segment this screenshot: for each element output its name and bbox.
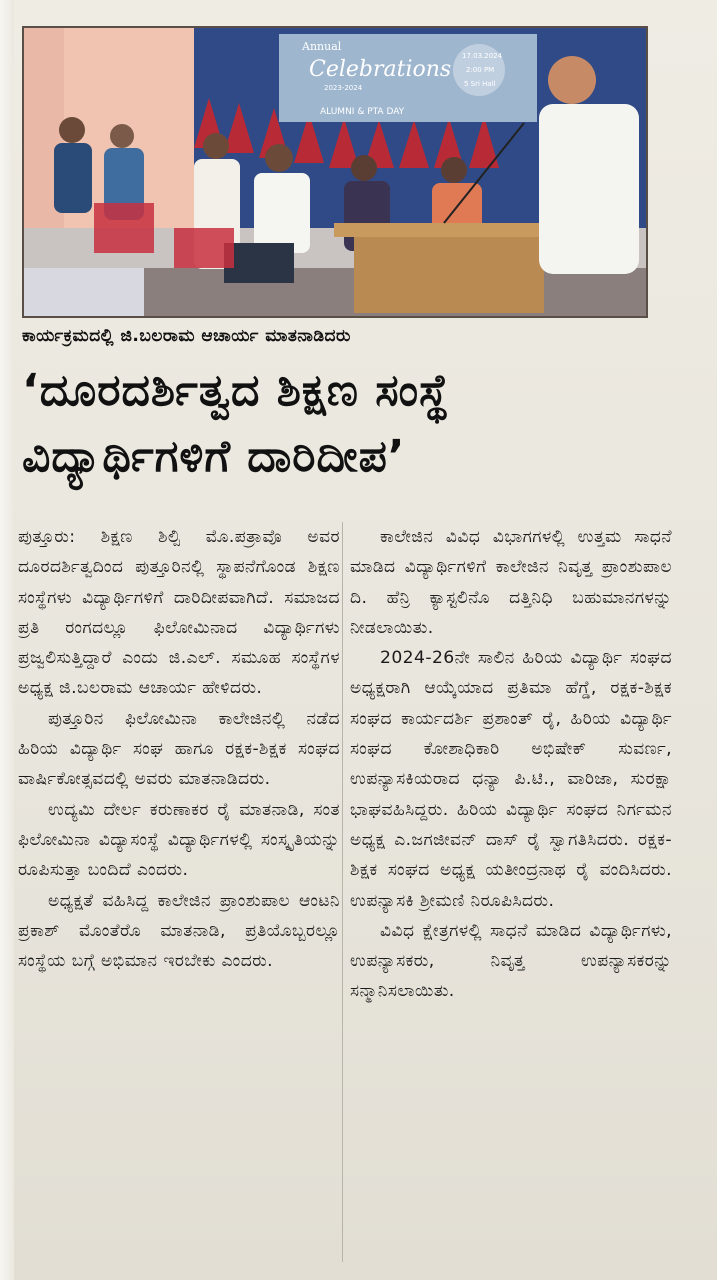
event-photo [22,26,648,318]
banner-text-annual: Annual [302,40,342,53]
photo-caption: ಕಾರ್ಯಕ್ರಮದಲ್ಲಿ ಜಿ.ಬಲರಾಮ ಆಚಾರ್ಯ ಮಾತನಾಡಿದರು [22,326,351,346]
column-divider [342,522,343,1262]
banner-date: 17.03.2024 [462,52,503,60]
article-column-right [350,522,672,1007]
banner-text-alumni: ALUMNI & PTA DAY [320,107,405,117]
paragraph: ಪುತ್ತೂರಿನ ಫಿಲೋಮಿನಾ ಕಾಲೇಜಿನಲ್ಲಿ ನಡೆದ ಹಿರಿಯ ವಿದ್ಯಾರ್ಥಿ ಸಂಘ ಹಾಗೂ ರಕ್ಷಕ-ಶಿಕ್ಷಕ ಸಂಘದ ವಾರ್ಷಿಕೋತ್ಸವದಲ್ಲಿ ಅವರು ಮಾತನಾಡಿದರು. [18,708,340,790]
paragraph: ಪುತ್ತೂರು: ಶಿಕ್ಷಣ ಶಿಲ್ಪಿ ಮೊ.ಪತ್ರಾವೊ ಅವರ ದೂರದರ್ಶಿತ್ವದಿಂದ ಪುತ್ತೂರಿನಲ್ಲಿ ಸ್ಥಾಪನೆಗೊಂಡ ಶಿಕ್ಷಣ ಸಂಸ್ಥೆಗಳು ವಿದ್ಯಾರ್ಥಿಗಳಿಗೆ ದಾರಿದೀಪವಾಗಿದೆ. ಸಮಾಜದ ಪ್ರತಿ ರಂಗದಲ್ಲೂ ಫಿಲೋಮಿನಾದ ವಿದ್ಯಾರ್ಥಿಗಳು ಪ್ರಜ್ವಲಿಸುತ್ತಿದ್ದಾರೆ ಎಂದು ಜಿ.ಎಲ್. ಸಮೂಹ ಸಂಸ್ಥೆಗಳ ಅಧ್ಯಕ್ಷ ಜಿ.ಬಲರಾಮ ಆಚಾರ್ಯ ಹೇಳಿದರು. [18,527,340,699]
stage-photo-illustration [24,28,646,316]
headline-line-1: ‘ದೂರದರ್ಶಿತ್ವದ ಶಿಕ್ಷಣ ಸಂಸ್ಥೆ [22,365,450,416]
paragraph: ಅಧ್ಯಕ್ಷತೆ ವಹಿಸಿದ್ದ ಕಾಲೇಜಿನ ಪ್ರಾಂಶುಪಾಲ ಆಂಟನಿ ಪ್ರಕಾಶ್ ಮೊಂತೆರೊ ಮಾತನಾಡಿ, ಪ್ರತಿಯೊಬ್ಬರಲ್ಲೂ ಸಂಸ್ಥೆಯ ಬಗ್ಗೆ ಅಭಿಮಾನ ಇರಬೇಕು ಎಂದರು. [18,890,340,972]
paragraph: ಉದ್ಯಮಿ ದೇರ್ಲ ಕರುಣಾಕರ ರೈ ಮಾತನಾಡಿ, ಸಂತ ಫಿಲೋಮಿನಾ ವಿದ್ಯಾಸಂಸ್ಥೆ ವಿದ್ಯಾರ್ಥಿಗಳಲ್ಲಿ ಸಂಸ್ಕೃತಿಯನ್ನು ರೂಪಿಸುತ್ತಾ ಬಂದಿದೆ ಎಂದರು. [18,799,340,881]
speaker [548,56,596,104]
article-headline [22,358,682,490]
banner-text-year: 2023-2024 [324,84,363,92]
headline-line-2: ವಿದ್ಯಾರ್ಥಿಗಳಿಗೆ ದಾರಿದೀಪ’ [22,431,406,482]
podium [354,233,544,313]
banner-text-celebrations: Celebrations [309,57,452,82]
article-column-left [18,522,340,976]
banner-venue: 5 Sri Hall [464,80,496,88]
paragraph: 2024-26ನೇ ಸಾಲಿನ ಹಿರಿಯ ವಿದ್ಯಾರ್ಥಿ ಸಂಘದ ಅಧ್ಯಕ್ಷರಾಗಿ ಆಯ್ಕೆಯಾದ ಪ್ರತಿಮಾ ಹೆಗ್ಡೆ, ರಕ್ಷಕ-ಶಿಕ್ಷಕ ಸಂಘದ ಕಾರ್ಯದರ್ಶಿ ಪ್ರಶಾಂತ್ ರೈ, ಹಿರಿಯ ವಿದ್ಯಾರ್ಥಿ ಸಂಘದ ಕೋಶಾಧಿಕಾರಿ ಅಭಿಷೇಕ್ ಸುವರ್ಣ, ಉಪನ್ಯಾಸಕಿಯರಾದ ಧನ್ಯಾ ಪಿ.ಟಿ., ವಾರಿಜಾ, ಸುರಕ್ಷಾ ಭಾಘವಹಿಸಿದ್ದರು. ಹಿರಿಯ ವಿದ್ಯಾರ್ಥಿ ಸಂಘದ ನಿರ್ಗಮನ ಅಧ್ಯಕ್ಷ ಎ.ಜಗಜೀವನ್ ದಾಸ್ ರೈ ಸ್ವಾಗತಿಸಿದರು. ರಕ್ಷಕ-ಶಿಕ್ಷಕ ಸಂಘದ ಅಧ್ಯಕ್ಷ ಯತೀಂದ್ರನಾಥ ರೈ ವಂದಿಸಿದರು. ಉಪನ್ಯಾಸಕಿ ಶ್ರೀಮಣಿ ನಿರೂಪಿಸಿದರು. [350,648,672,911]
paragraph: ವಿವಿಧ ಕ್ಷೇತ್ರಗಳಲ್ಲಿ ಸಾಧನೆ ಮಾಡಿದ ವಿದ್ಯಾರ್ಥಿಗಳು, ಉಪನ್ಯಾಸಕರು, ನಿವೃತ್ತ ಉಪನ್ಯಾಸಕರನ್ನು ಸನ್ಮಾನಿಸಲಾಯಿತು. [350,920,672,1002]
paragraph: ಕಾಲೇಜಿನ ವಿವಿಧ ವಿಭಾಗಗಳಲ್ಲಿ ಉತ್ತಮ ಸಾಧನೆ ಮಾಡಿದ ವಿದ್ಯಾರ್ಥಿಗಳಿಗೆ ಕಾಲೇಜಿನ ನಿವೃತ್ತ ಪ್ರಾಂಶುಪಾಲ ದಿ. ಹೆನ್ರಿ ಕ್ಯಾಸ್ಟಲಿನೊ ದತ್ತಿನಿಧಿ ಬಹುಮಾನಗಳನ್ನು ನೀಡಲಾಯಿತು. [350,527,672,638]
banner-time: 2:00 PM [466,66,495,74]
page-edge [0,0,14,1280]
